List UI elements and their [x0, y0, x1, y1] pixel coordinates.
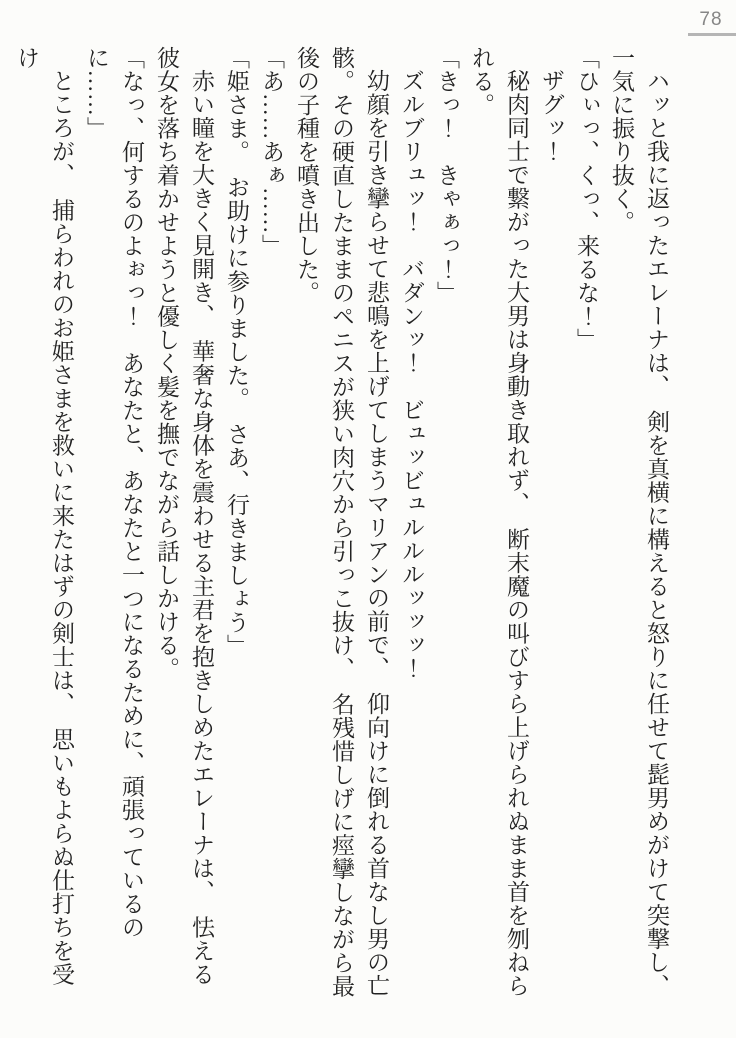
paragraph-dialogue: 「きっ！ きゃぁっ！」: [434, 46, 459, 305]
paragraph-narrative: 幼顔を引き攣らせて悲鳴を上げてしまうマリアンの前で、 仰向けに倒れる首なし男の亡骸。その硬直したままのペニスが狭い肉穴から引っこ抜け、 名残惜しげに痙攣しながら最後の子種を噴き出した。: [294, 46, 389, 998]
page-number: 78: [699, 9, 723, 30]
paragraph-narrative: ズルブリュッ！ バダンッ！ ビュッビュルルルッッッ！: [399, 69, 424, 680]
vertical-text-body: [9, 46, 674, 998]
page-number-rule: [688, 33, 736, 36]
paragraph-narrative: ハッと我に返ったエレーナは、 剣を真横に構えると怒りに任せて髭男めがけて突撃し、一気に振り抜く。: [609, 46, 669, 998]
paragraph-dialogue: 「なっ、何するのよぉっ！ あなたと、あなたと一つになるために、頑張っているのに……」: [84, 46, 144, 939]
paragraph-narrative: 赤い瞳を大きく見開き、 華奢な身体を震わせる主君を抱きしめたエレーナは、 怯える彼女を落ち着かせようと優しく髪を撫でながら話しかける。: [154, 46, 214, 986]
paragraph-narrative: ところが、 捕らわれのお姫さまを救いに来たはずの剣士は、 思いもよらぬ仕打ちを受け: [14, 46, 74, 986]
paragraph-dialogue: 「あ……あぁ……」: [259, 46, 284, 258]
paragraph-narrative: 秘肉同士で繋がった大男は身動き取れず、 断末魔の叫びすら上げられぬまま首を刎ねられる。: [469, 46, 529, 998]
paragraph-dialogue: 「ひぃっ、くっ、来るな！」: [574, 46, 599, 352]
paragraph-narrative: ザグッ！: [539, 69, 564, 163]
paragraph-dialogue: 「姫さま。 お助けに参りました。 さあ、行きましょう」: [224, 46, 249, 658]
